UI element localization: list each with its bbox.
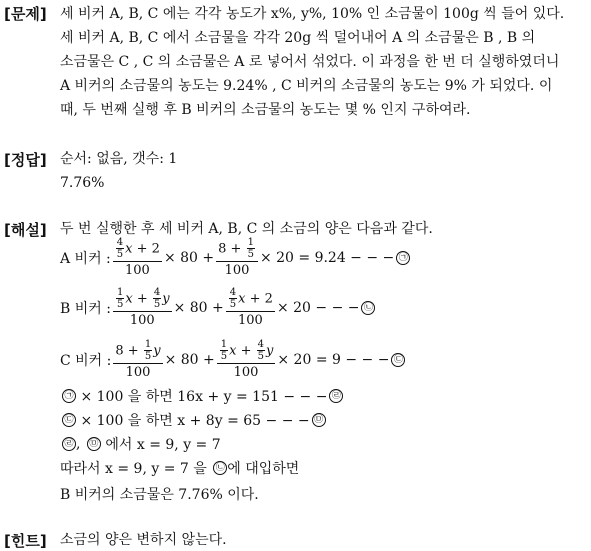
equation-b-frac-2: $\frac{4}{5}$ x + 2 100: [226, 288, 275, 327]
equation-c-tail2: × 20 = 9 − − −: [277, 351, 390, 368]
equation-b: [60, 288, 375, 327]
equation-b-frac-1: $\frac{1}{5}$ x + $\frac{4}{5}$ y 100: [113, 288, 172, 327]
step-3-text: 에서 x = 9, y = 7: [105, 437, 221, 453]
equation-c-lead: C 비커 :: [60, 352, 112, 369]
problem-line-1: 세 비커 A, B, C 에는 각각 농도가 x%, y%, 10% 인 소금물이 100g 씩 들어 있다.: [60, 6, 565, 22]
equation-c-frac-1: 8 + $\frac{1}{5}$ y 100: [115, 339, 161, 380]
explanation-label: [해설]: [4, 221, 47, 239]
step-2-mark: ㉢: [62, 413, 76, 427]
problem-line-4: A 비커의 소금물의 농도는 9.24% , C 비커의 소금물의 농도는 9% 가 되었다. 이: [60, 78, 553, 94]
step-1-mark: ㉠: [62, 389, 76, 403]
equation-c: [60, 340, 405, 379]
step-3-mark-e: ㉤: [87, 437, 101, 451]
problem-line-2: 세 비커 A, B, C 에서 소금물을 각각 20g 씩 덜어내어 A 의 소금물은 B , B 의: [60, 30, 536, 46]
step-4: [60, 458, 299, 478]
answer-value: 7.76%: [60, 175, 105, 191]
explanation-intro: 두 번 실행한 후 세 비커 A, B, C 의 소금의 양은 다음과 같다.: [60, 221, 433, 237]
equation-b-tail2: × 20 − − −: [276, 299, 360, 316]
hint-label: [힌트]: [4, 532, 47, 550]
equation-c-mark: ㉢: [391, 353, 405, 367]
step-5: B 비커의 소금물은 7.76% 이다.: [60, 487, 259, 503]
equation-b-lead: B 비커 :: [60, 300, 111, 317]
equation-c-frac-2: $\frac{1}{5}$ x + $\frac{4}{5}$ y 100: [217, 340, 276, 379]
equation-a: [60, 238, 410, 277]
step-2-result-mark: ㉤: [312, 413, 326, 427]
step-2: [60, 410, 326, 430]
answer-label: [정답]: [4, 151, 47, 169]
step-2-text: × 100 을 하면 x + 8y = 65 − − −: [80, 413, 310, 429]
equation-b-mark: ㉡: [361, 301, 375, 315]
equation-a-mark: ㉠: [396, 251, 410, 265]
equation-b-tail: × 80 +: [173, 299, 224, 316]
answer-count: 순서: 없음, 갯수: 1: [60, 151, 178, 167]
equation-a-tail: × 80 +: [163, 249, 215, 266]
problem-line-5: 때, 두 번째 실행 후 B 비커의 소금물의 농도는 몇 % 인지 구하여라.: [60, 102, 471, 118]
problem-label: [문제]: [4, 5, 47, 23]
step-4-text-a: 따라서 x = 9, y = 7 을: [60, 461, 207, 477]
hint-text: 소금의 양은 변하지 않는다.: [60, 532, 227, 548]
problem-line-3: 소금물은 C , C 의 소금물은 A 로 넣어서 섞었다. 이 과정을 한 번 더 실행하였더니: [60, 54, 560, 70]
step-1-result-mark: ㉣: [329, 389, 343, 403]
equation-a-tail2: × 20 = 9.24 − − −: [259, 249, 395, 266]
step-4-text-b: 에 대입하면: [227, 461, 300, 477]
equation-c-tail: × 80 +: [164, 351, 215, 368]
step-4-mark: ㉡: [213, 461, 227, 475]
equation-a-frac-1: $\frac{4}{5}$ x + 2 100: [113, 238, 162, 277]
step-1-text: × 100 을 하면 16x + y = 151 − − −: [80, 389, 328, 405]
equation-a-lead: A 비커 :: [60, 250, 111, 267]
step-3: ㉣ , ㉤ 에서 x = 9, y = 7: [60, 434, 221, 454]
step-1: [60, 386, 343, 406]
step-3-mark-d: ㉣: [62, 437, 76, 451]
equation-a-frac-2: 8 + $\frac{1}{5}$ 100: [216, 238, 258, 277]
